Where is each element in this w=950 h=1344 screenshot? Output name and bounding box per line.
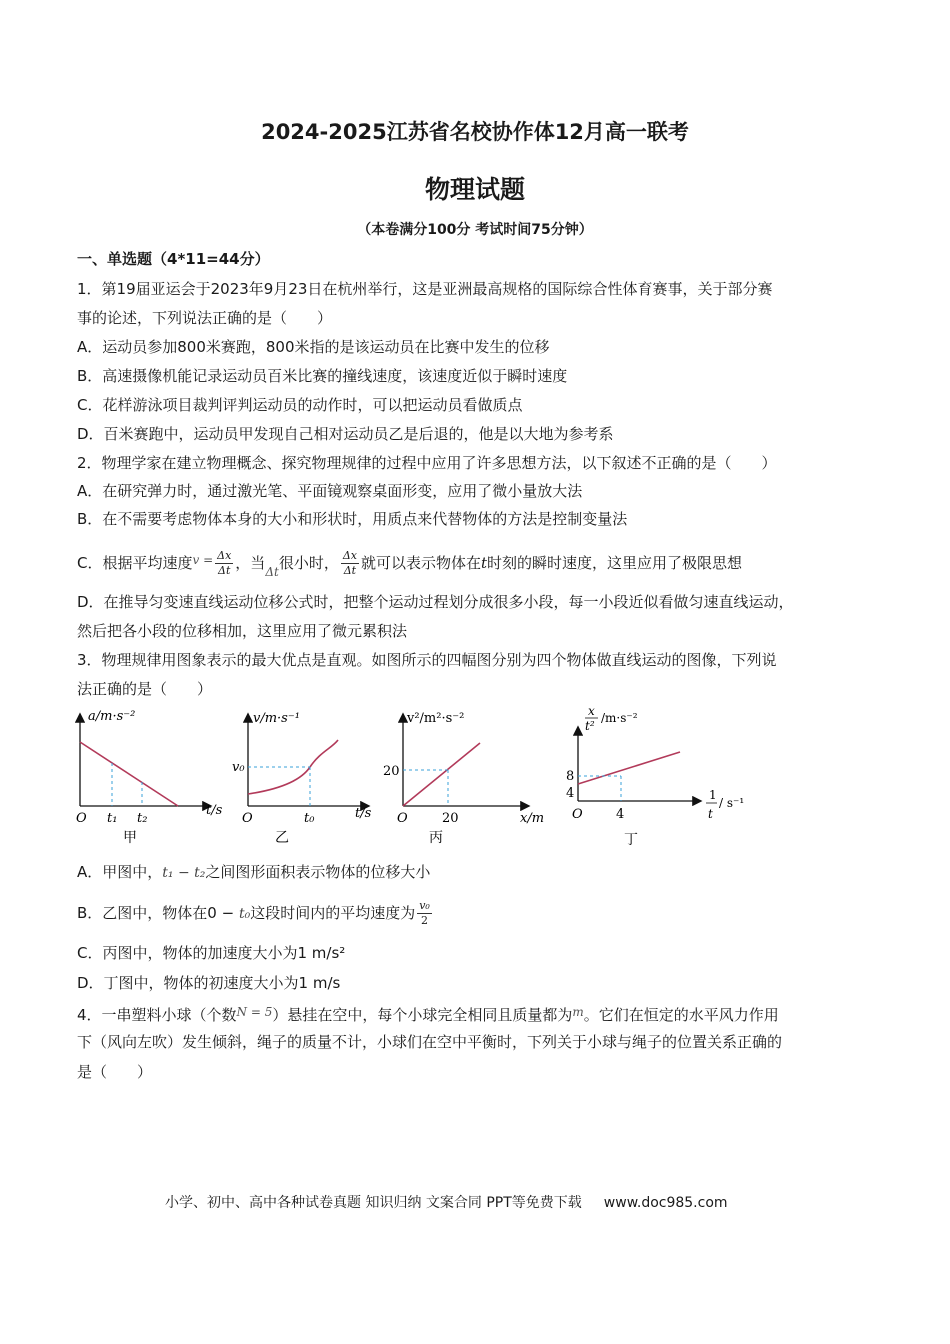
bing-ytick: 20 [383, 764, 400, 779]
q2-stem: 2．物理学家在建立物理概念、探究物理规律的过程中应用了许多思想方法，以下叙述不正确的是（ ） [77, 454, 777, 472]
ding-caption: 丁 [624, 832, 638, 848]
graph-yi [232, 711, 372, 846]
jia-xlabel: t/s [206, 803, 223, 818]
q1-stem-line2: 事的论述，下列说法正确的是（ ） [77, 309, 333, 327]
ding-xlabel-den: t [708, 807, 713, 821]
ding-ylabel-num: x [588, 704, 595, 718]
q3-b-text2: 这段时间内的平均速度为 [250, 904, 416, 922]
q4-n: N = 5 [236, 1005, 273, 1019]
q4-text2: ）悬挂在空中，每个小球完全相同且质量都为 [272, 1006, 573, 1024]
q3-option-a [77, 861, 430, 884]
jia-origin: O [76, 811, 87, 826]
q2-c-fraction2 [341, 549, 359, 578]
q3-b-num: v₀ [419, 899, 430, 912]
q2-c-den: Δt [218, 564, 231, 577]
q3-stem-line2: 法正确的是（ ） [77, 680, 213, 698]
q3-a-t: t₁ − t₂ [162, 865, 206, 881]
q3-b-fraction [417, 899, 432, 928]
bing-xlabel: x/m [520, 811, 545, 826]
bing-xtick: 20 [442, 811, 459, 826]
q2-option-b: B．在不需要考虑物体本身的大小和形状时，用质点来代替物体的方法是控制变量法 [77, 510, 628, 528]
yi-ylabel: v/m·s⁻¹ [253, 711, 300, 726]
q2-c-text1: C．根据平均速度 [77, 554, 193, 572]
exam-title: 2024-2025江苏省名校协作体12月高一联考 [261, 120, 689, 144]
q1-option-b: B．高速摄像机能记录运动员百米比赛的撞线速度，该速度近似于瞬时速度 [77, 367, 568, 385]
q1-stem-line1: 1．第19届亚运会于2023年9月23日在杭州举行，这是亚洲最高规格的国际综合性体育赛事，关于部分赛 [77, 280, 773, 298]
q3-b-t: t₀ [238, 906, 251, 922]
q2-c-text3: 很小时， [278, 554, 339, 572]
ding-ylabel-den: t² [585, 719, 595, 733]
q2-option-a: A．在研究弹力时，通过激光笔、平面镜观察桌面形变，应用了微小量放大法 [77, 482, 583, 500]
q2-c-num2: Δx [342, 549, 357, 562]
q1-option-c: C．花样游泳项目裁判评判运动员的动作时，可以把运动员看做质点 [77, 396, 523, 414]
q3-a-text1: A．甲图中， [77, 863, 163, 881]
jia-caption: 甲 [123, 830, 137, 846]
q3-option-d: D．丁图中，物体的初速度大小为1 m/s [77, 974, 341, 992]
yi-caption: 乙 [275, 830, 289, 846]
footer-url[interactable]: www.doc985.com [603, 1195, 728, 1211]
q2-c-v: v = [192, 553, 214, 567]
q3-graphs [70, 700, 750, 855]
jia-ylabel: a/m·s⁻² [88, 709, 136, 724]
q1-option-d: D．百米赛跑中，运动员甲发现自己相对运动员乙是后退的，他是以大地为参考系 [77, 425, 614, 443]
section-heading: 一、单选题（4*11=44分） [77, 250, 270, 268]
yi-origin: O [242, 811, 253, 826]
ding-origin: O [572, 807, 583, 822]
q2-c-t: t [481, 554, 488, 572]
q2-c-text4: 就可以表示物体在 [360, 554, 481, 572]
q3-option-b [77, 893, 434, 934]
jia-t1: t₁ [107, 811, 118, 826]
q2-c-text2: ，当 [235, 554, 266, 572]
yi-xlabel: t/s [355, 806, 372, 821]
bing-ylabel: v²/m²·s⁻² [407, 711, 465, 726]
bing-origin: O [397, 811, 408, 826]
ding-ytick-a: 8 [566, 769, 575, 784]
q4-line1 [77, 1001, 779, 1026]
q2-option-d-line1: D．在推导匀变速直线运动位移公式时，把整个运动过程划分成很多小段，每一小段近似看做匀速直线运动， [77, 593, 794, 611]
graph-bing [383, 711, 544, 846]
q2-c-text5: 时刻的瞬时速度，这里应用了极限思想 [487, 554, 743, 572]
q3-b-den: 2 [421, 914, 429, 927]
q2-option-d-line2: 然后把各小段的位移相加，这里应用了微元累积法 [77, 622, 408, 640]
graph-jia [76, 709, 223, 846]
q4-line3: 是（ ） [77, 1063, 153, 1081]
ding-ytick-b: 4 [566, 786, 575, 801]
footer-text: 小学、初中、高中各种试卷真题 知识归纳 文案合同 PPT等免费下载 [165, 1195, 582, 1211]
yi-t0: t₀ [304, 811, 315, 826]
q3-stem-line1: 3．物理规律用图象表示的最大优点是直观。如图所示的四幅图分别为四个物体做直线运动的图像，下列说 [77, 651, 777, 669]
q2-option-c [77, 538, 742, 594]
q2-c-den2: Δt [343, 564, 357, 577]
q4-line2: 下（风向左吹）发生倾斜，绳子的质量不计，小球们在空中平衡时，下列关于小球与绳子的位置关系正确的 [77, 1033, 783, 1051]
ding-xlabel-num: 1 [709, 788, 717, 802]
q2-c-dt: Δt [265, 565, 279, 579]
graph-ding [566, 704, 744, 848]
q2-c-fraction [215, 549, 233, 578]
q2-c-num: Δx [217, 549, 232, 562]
q3-a-text2: 之间图形面积表示物体的位移大小 [205, 863, 431, 881]
ding-xlabel-unit: / s⁻¹ [719, 796, 745, 810]
q4-text3: 。它们在恒定的水平风力作用 [583, 1006, 779, 1024]
yi-v0: v₀ [232, 760, 245, 775]
q3-option-c: C．丙图中，物体的加速度大小为1 m/s² [77, 944, 346, 962]
q3-b-text1: B．乙图中，物体在0 − [77, 904, 239, 922]
exam-subtitle: 物理试题 [424, 175, 525, 204]
q4-text1: 4．一串塑料小球（个数 [77, 1006, 237, 1024]
ding-xtick: 4 [616, 807, 625, 822]
q4-m: m [572, 1005, 584, 1019]
q1-option-a: A．运动员参加800米赛跑，800米指的是该运动员在比赛中发生的位移 [77, 338, 550, 356]
ding-ylabel-unit: /m·s⁻² [601, 711, 638, 725]
exam-note: （本卷满分100分 考试时间75分钟） [357, 222, 593, 238]
jia-t2: t₂ [137, 811, 148, 826]
bing-caption: 丙 [429, 830, 443, 846]
page-footer [165, 1192, 728, 1212]
